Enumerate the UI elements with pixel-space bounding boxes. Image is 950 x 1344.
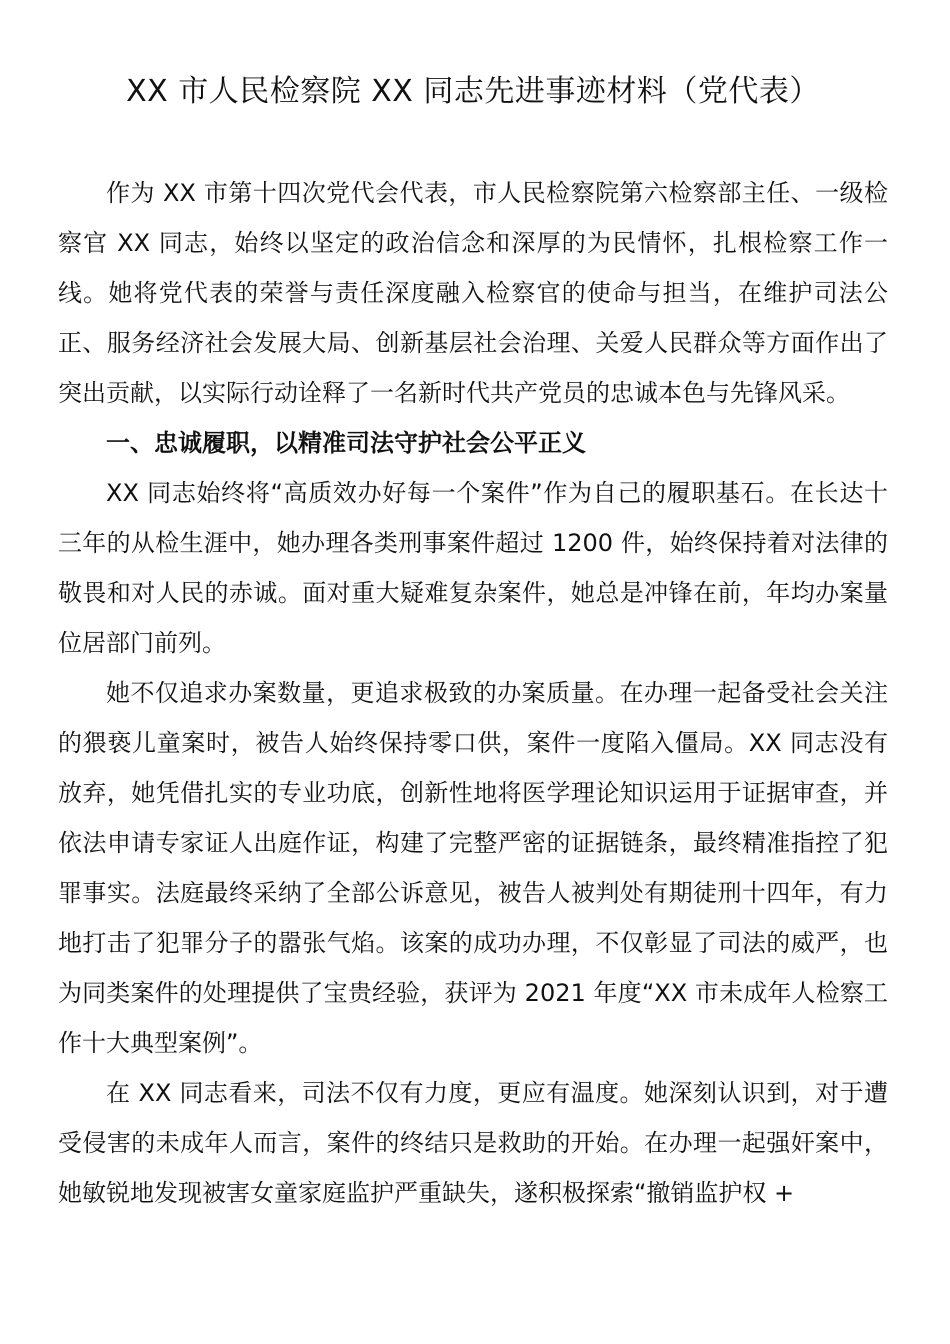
- body-paragraph: 在 XX 同志看来，司法不仅有力度，更应有温度。她深刻认识到，对于遭受侵害的未成年人而言，案件的终结只是救助的开始。在办理一起强奸案中，她敏锐地发现被害女童家庭监护严重缺失，遂积极探索“撤销监护权 +: [58, 1079, 888, 1207]
- body-paragraph: XX 同志始终将“高质效办好每一个案件”作为自己的履职基石。在长达十三年的从检生涯中，她办理各类刑事案件超过 1200 件，始终保持着对法律的敬畏和对人民的赤诚。面对重大疑难复杂案件，她总是冲锋在前，年均办案量位居部门前列。: [58, 479, 888, 657]
- section-heading: 一、忠诚履职，以精准司法守护社会公平正义: [106, 429, 586, 457]
- body-paragraph: 她不仅追求办案数量，更追求极致的办案质量。在办理一起备受社会关注的猥亵儿童案时，被告人始终保持零口供，案件一度陷入僵局。XX 同志没有放弃，她凭借扎实的专业功底，创新性地将医学理论知识运用于证据审查，并依法申请专家证人出庭作证，构建了完整严密的证据链条，最终精准指控了犯罪事实。法庭最终采纳了全部公诉意见，被告人被判处有期徒刑十四年，有力地打击了犯罪分子的嚣张气焰。该案的成功办理，不仅彰显了司法的威严，也为同类案件的处理提供了宝贵经验，获评为 2021 年度“XX 市未成年人检察工作十大典型案例”。: [58, 679, 888, 1057]
- document-title: XX 市人民检察院 XX 同志先进事迹材料（党代表）: [126, 74, 820, 109]
- document-body: [58, 168, 888, 1218]
- intro-paragraph: 作为 XX 市第十四次党代会代表，市人民检察院第六检察部主任、一级检察官 XX 同志，始终以坚定的政治信念和深厚的为民情怀，扎根检察工作一线。她将党代表的荣誉与责任深度融入检察官的使命与担当，在维护司法公正、服务经济社会发展大局、创新基层社会治理、关爱人民群众等方面作出了突出贡献，以实际行动诠释了一名新时代共产党员的忠诚本色与先锋风采。: [58, 179, 888, 407]
